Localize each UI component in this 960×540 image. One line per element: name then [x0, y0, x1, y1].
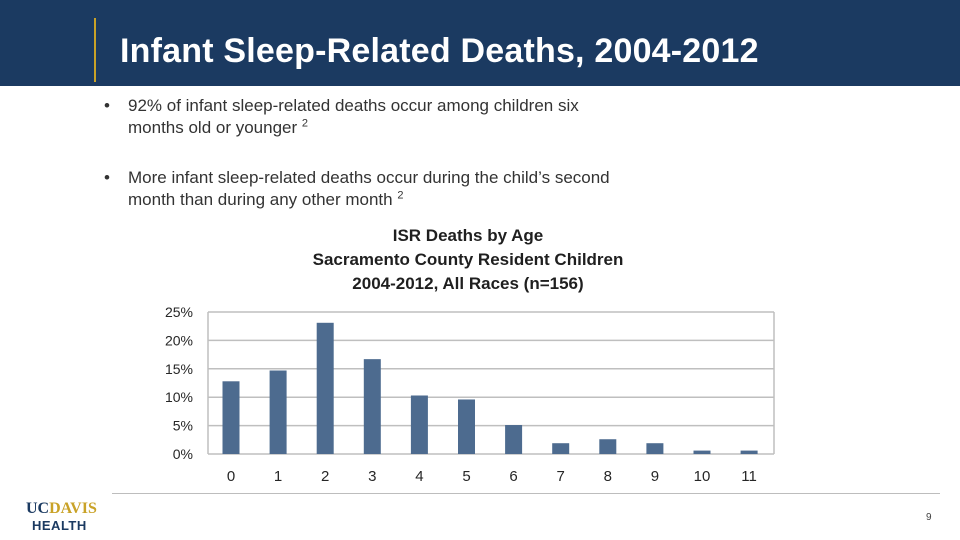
bar-age-0	[223, 381, 240, 454]
x-tick-label: 11	[741, 468, 757, 485]
bar-age-4	[411, 395, 428, 454]
bar-age-10	[694, 451, 711, 454]
bullet-text: 92% of infant sleep-related deaths occur among children six months old or younger	[128, 96, 579, 137]
x-tick-label: 1	[273, 468, 283, 485]
x-tick-label: 0	[226, 468, 236, 485]
bar-age-9	[646, 443, 663, 454]
x-tick-label: 10	[693, 468, 711, 485]
bar-age-7	[552, 443, 569, 454]
bar-age-5	[458, 399, 475, 454]
bar-age-2	[317, 323, 334, 454]
slide-title: Infant Sleep-Related Deaths, 2004-2012	[120, 32, 759, 70]
x-tick-label: 5	[462, 468, 471, 485]
y-tick-label: 0%	[172, 446, 193, 462]
logo-health: HEALTH	[32, 518, 87, 533]
footnote-ref: 2	[397, 189, 404, 202]
uc-davis-health-logo	[26, 500, 106, 536]
y-tick-label: 15%	[164, 360, 193, 377]
bar-age-11	[741, 451, 758, 454]
page-number: 9	[926, 512, 932, 523]
y-tick-label: 10%	[164, 389, 193, 406]
bar-age-3	[364, 359, 381, 454]
bar-age-6	[505, 425, 522, 454]
y-tick-label: 5%	[172, 417, 193, 434]
bullet-text: More infant sleep-related deaths occur during the child’s second month than during any other month	[128, 168, 610, 209]
x-tick-label: 6	[509, 468, 518, 485]
bullet-marker: •	[104, 168, 110, 187]
x-tick-label: 7	[556, 468, 565, 485]
chart-title-line: 2004-2012, All Races (n=156)	[352, 274, 584, 293]
footnote-ref: 2	[301, 117, 309, 130]
x-tick-label: 9	[650, 468, 660, 485]
x-tick-label: 3	[368, 468, 377, 485]
chart-title-line: Sacramento County Resident Children	[312, 250, 624, 269]
bar-age-8	[599, 439, 616, 454]
footer-rule	[112, 493, 940, 494]
bar-age-1	[270, 371, 287, 454]
y-tick-label: 20%	[164, 332, 193, 349]
bullet-marker: •	[104, 96, 110, 115]
logo-uc: UC	[26, 500, 50, 517]
chart-title-line: ISR Deaths by Age	[392, 226, 544, 245]
logo-davis: DAVIS	[49, 500, 97, 517]
x-tick-label: 2	[321, 468, 330, 485]
x-tick-label: 8	[603, 468, 612, 485]
x-tick-label: 4	[415, 468, 424, 485]
y-tick-label: 25%	[164, 304, 193, 320]
logo-wordmark	[26, 500, 97, 518]
